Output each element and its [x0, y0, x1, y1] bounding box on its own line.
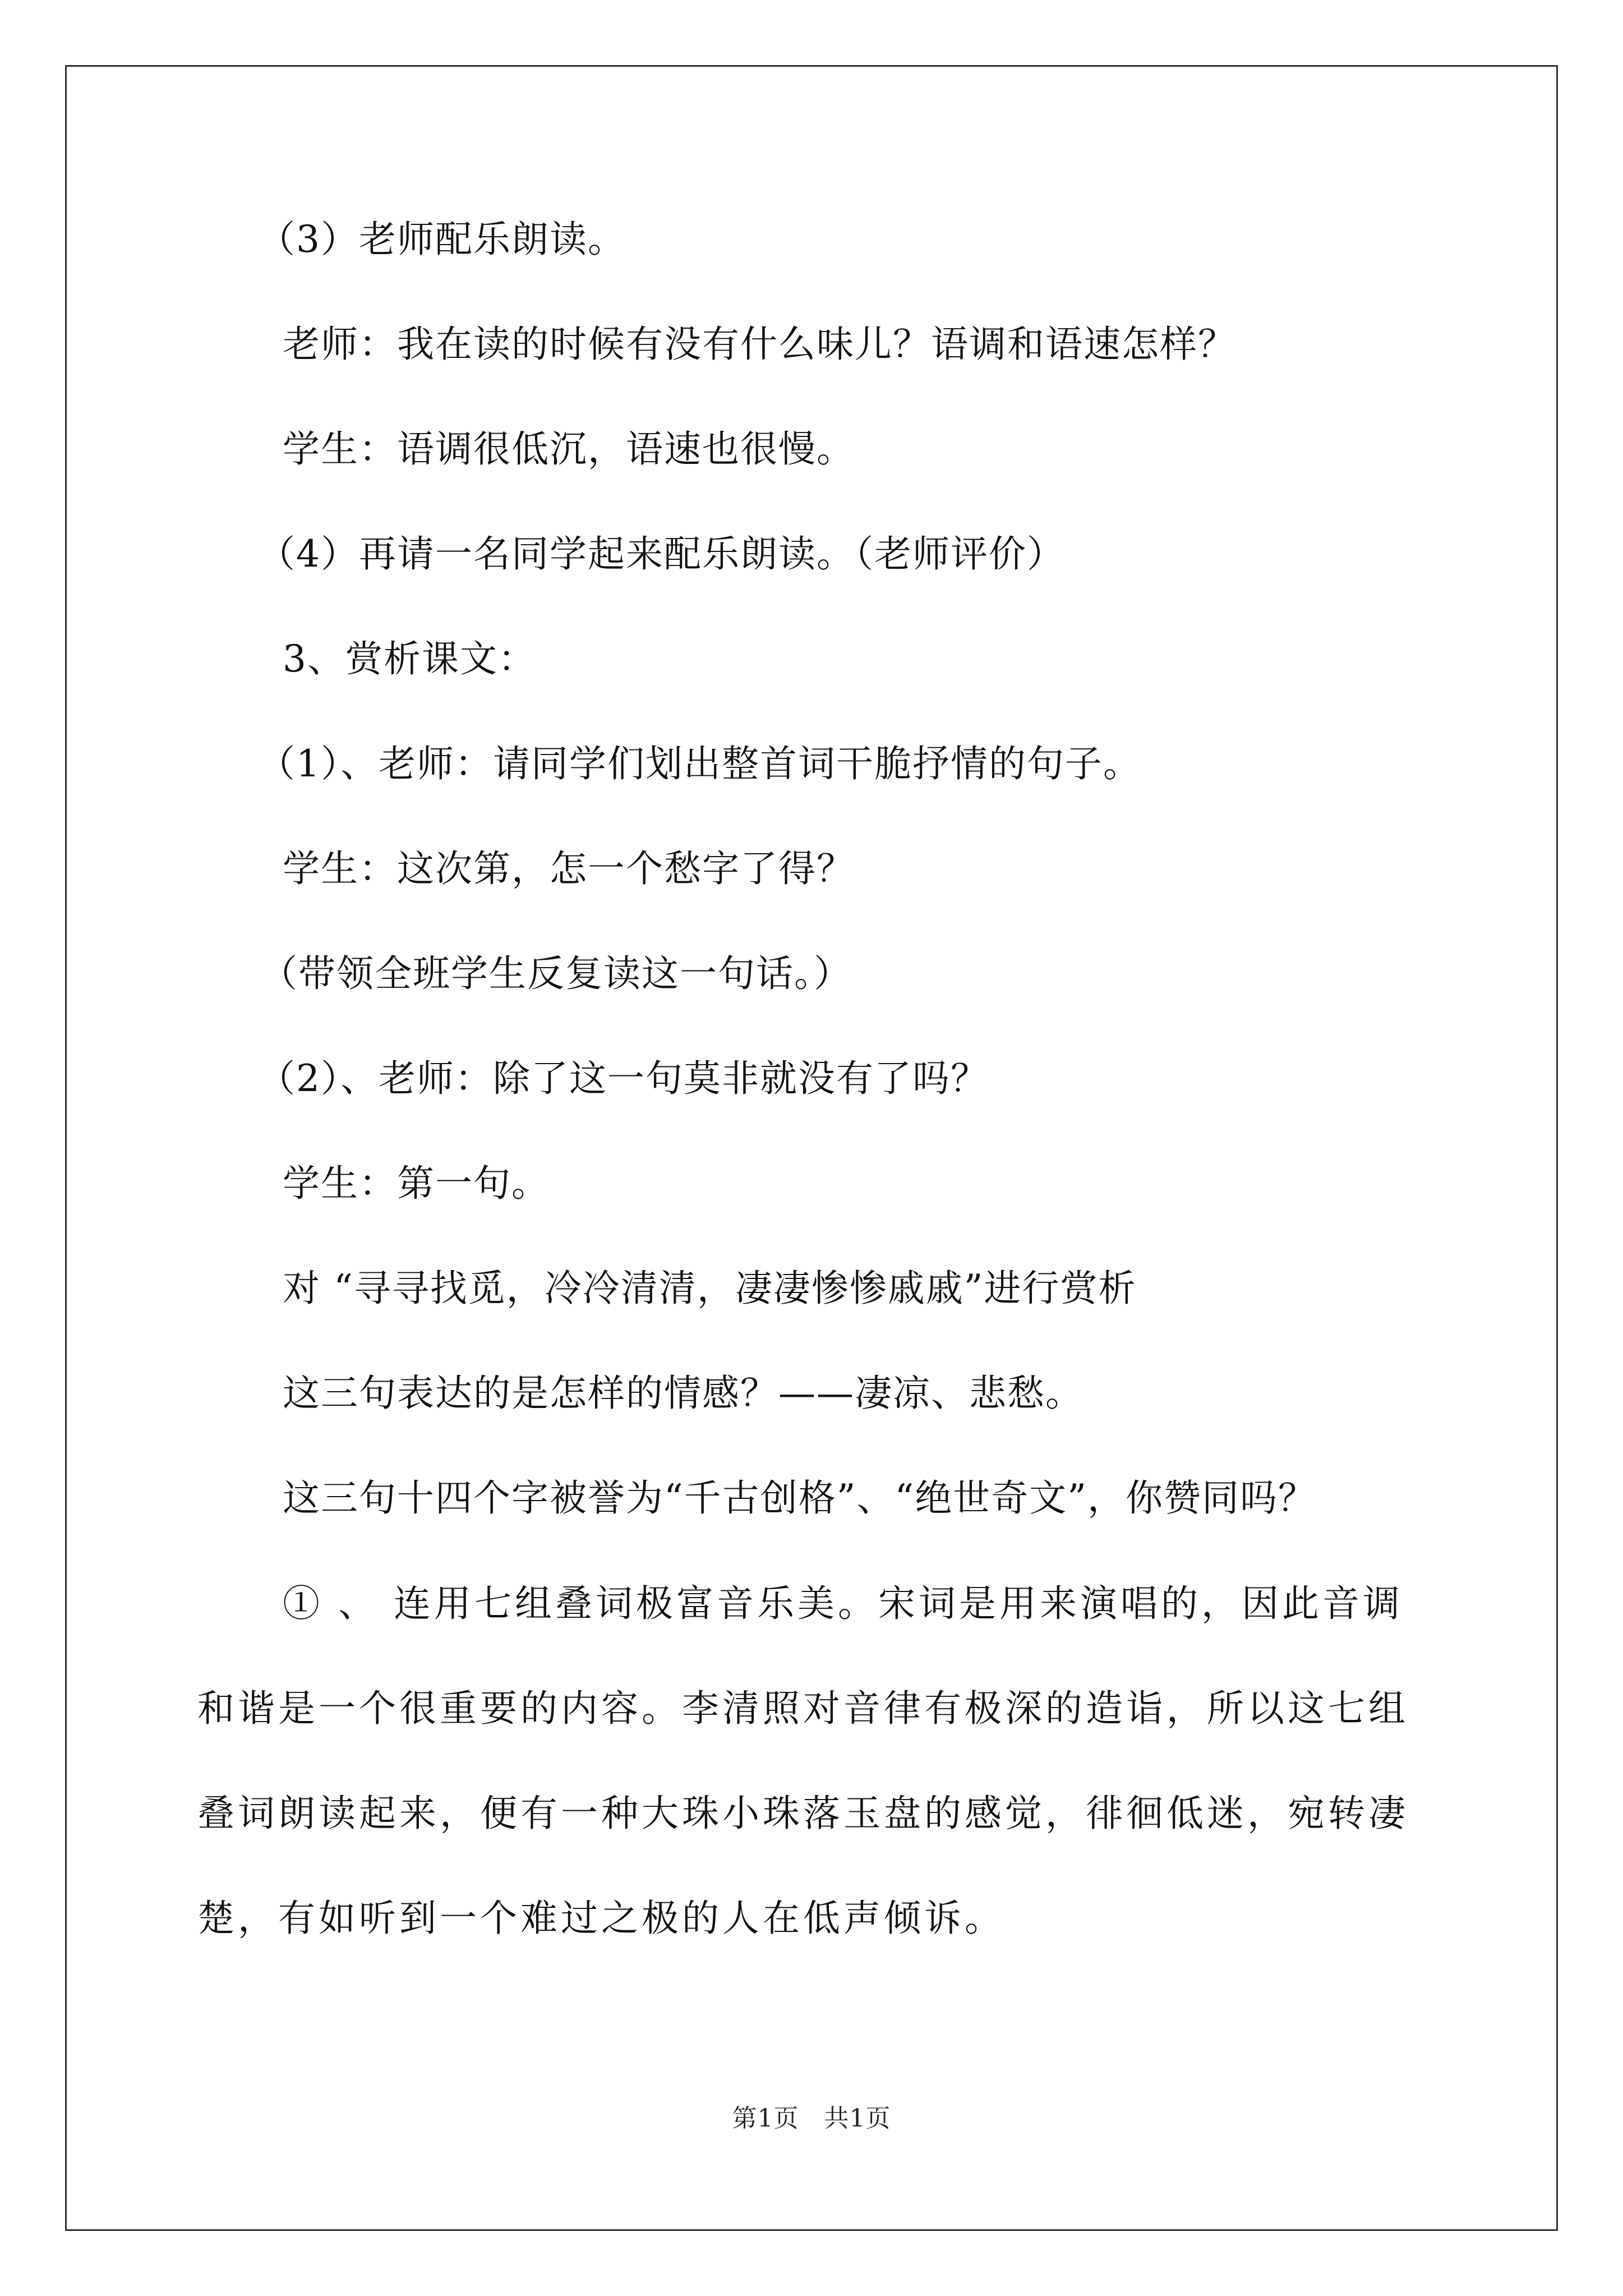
paragraph: （4）再请一名同学起来配乐朗读。（老师评价） — [258, 532, 1065, 576]
paragraph: （1）、老师：请同学们划出整首词干脆抒情的句子。 — [258, 742, 1141, 785]
paragraph: 学生：这次第，怎一个愁字了得？ — [283, 847, 855, 890]
paragraph: （3）老师配乐朗读。 — [258, 218, 626, 261]
paragraph: 对 “寻寻找觅，冷冷清清，凄凄惨惨戚戚”进行赏析 — [283, 1267, 1137, 1310]
paragraph: 3、赏析课文： — [283, 637, 536, 680]
page-footer: 第1页 共1页 — [732, 2104, 891, 2133]
paragraph: 学生：语调很低沉，语速也很慢。 — [283, 427, 855, 471]
paragraph: 这三句表达的是怎样的情感？——凄凉、悲愁。 — [283, 1372, 1083, 1415]
document-body — [197, 213, 1435, 1971]
paragraph: 这三句十四个字被誉为“千古创格”、“绝世奇文”，你赞同吗？ — [283, 1476, 1316, 1520]
paragraph: （2）、老师：除了这一句莫非就没有了吗？ — [258, 1057, 989, 1100]
paragraph: 学生：第一句。 — [283, 1162, 550, 1205]
paragraph: （带领全班学生反复读这一句话。） — [260, 952, 852, 995]
long-paragraph: ① 、 连用七组叠词极富音乐美。宋词是用来演唱的，因此音调和谐是一个很重要的内容。李清照对音律有极深的造诣，所以这七组叠词朗读起来，便有一种大珠小珠落玉盘的感觉，徘徊低迷，宛转凄楚，有如听到一个难过之极的人在低声倾诉。 — [197, 1582, 1409, 1940]
paragraph: 老师：我在读的时候有没有什么味儿？语调和语速怎样？ — [283, 323, 1236, 366]
